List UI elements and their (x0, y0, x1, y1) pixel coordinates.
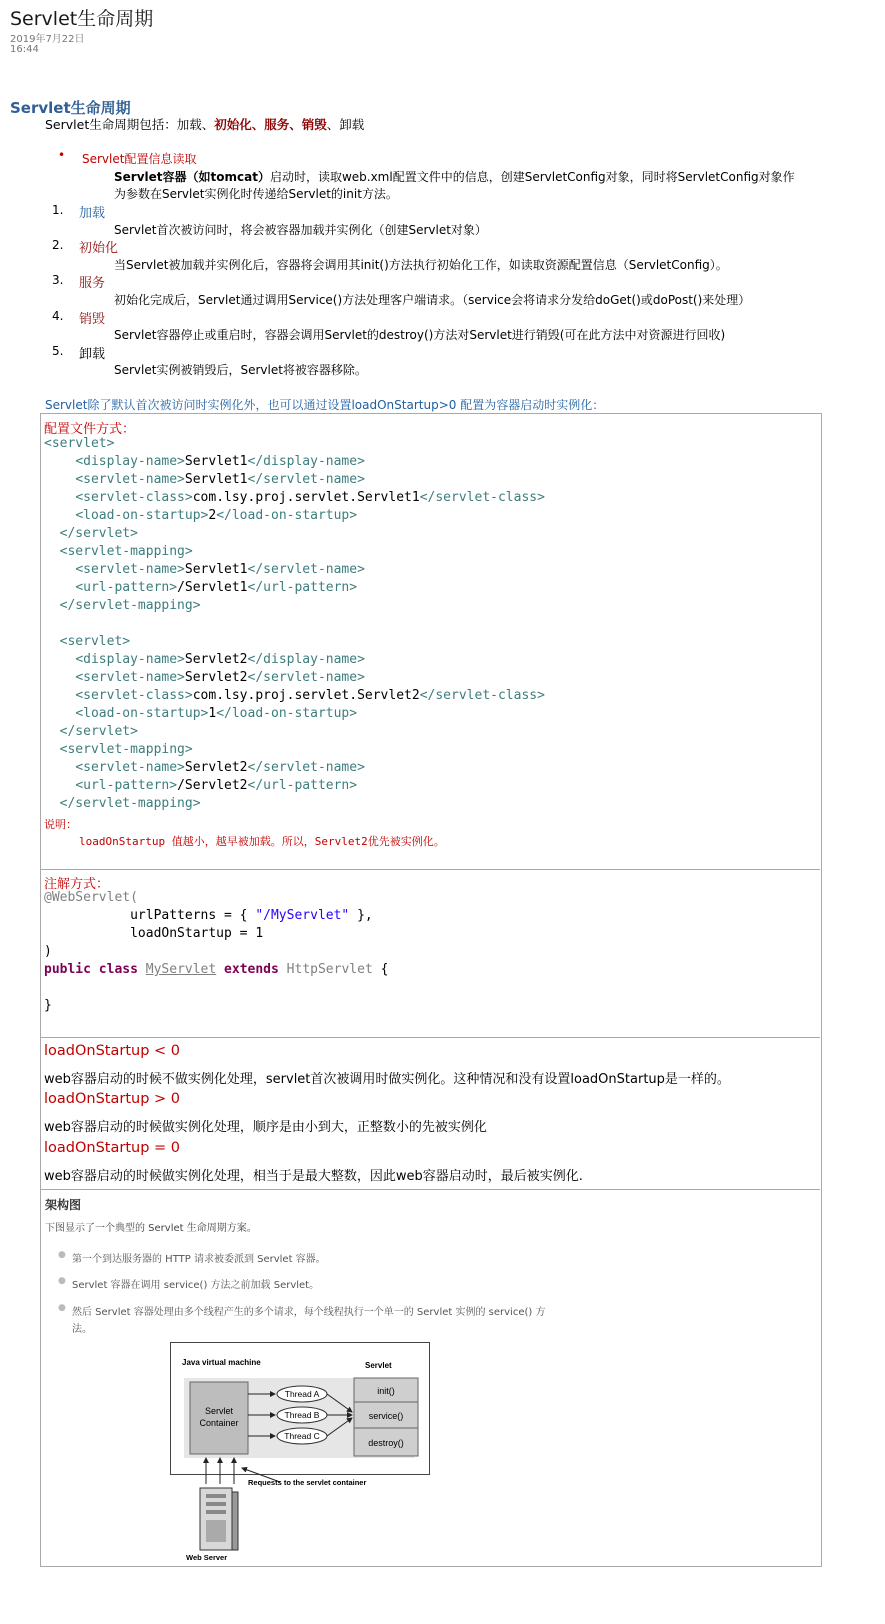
step-num: 4. (52, 309, 64, 323)
arch-intro: 下图显示了一个典型的 Servlet 生命周期方案。 (45, 1223, 257, 1234)
container-label-2: Container (199, 1418, 239, 1428)
kw-class: class (98, 962, 138, 977)
thread-b-label: Thread B (284, 1410, 320, 1420)
step-num: 2. (52, 238, 64, 252)
value-desc: web容器启动的时候做实例化处理，相当于是最大整数，因此web容器启动时，最后被实例化. (44, 1169, 583, 1184)
thread-a-label: Thread A (284, 1389, 320, 1399)
step-label: 服务 (79, 276, 106, 291)
intro-prefix: Servlet生命周期包括：加载、 (45, 117, 215, 132)
annotation-url-end: }, (349, 908, 373, 923)
config-bullet: Servlet配置信息读取 (82, 152, 197, 166)
value-label: loadOnStartup = 0 (44, 1140, 181, 1156)
xml-url-pattern: /Servlet2 (177, 778, 248, 793)
annotation-url-value: "/MyServlet" (255, 908, 350, 923)
annotation-close: ) (44, 944, 52, 959)
config-desc-line2: 为参数在Servlet实例化时传递给Servlet的init方法。 (114, 187, 398, 201)
kw-extends: extends (224, 962, 279, 977)
step-desc: Servlet首次被访问时，将会被容器加载并实例化（创建Servlet对象） (114, 223, 487, 237)
divider (40, 1189, 820, 1190)
method-service: service() (368, 1411, 404, 1421)
web-server-icon (200, 1488, 238, 1550)
xml-load-on-startup: 1 (208, 706, 217, 721)
arch-bullet: 然后 Servlet 容器处理由多个线程产生的多个请求，每个线程执行一个单一的 Servlet 实例的 service() 方 (72, 1307, 546, 1318)
step-desc: 当Servlet被加载并实例化后，容器将会调用其init()方法执行初始化工作，如读取资源配置信息（ServletConfig）。 (114, 258, 728, 272)
arch-bullet: Servlet 容器在调用 service() 方法之前加载 Servlet。 (72, 1280, 320, 1291)
step-num: 3. (52, 273, 64, 287)
xml-servlet-class: com.lsy.proj.servlet.Servlet2 (192, 688, 420, 703)
step-label: 加载 (79, 206, 106, 221)
xml-display-name: Servlet2 (184, 652, 248, 667)
xml-servlet-name: Servlet2 (184, 670, 248, 685)
step-num: 1. (52, 203, 64, 217)
arch-bullet: 第一个到达服务器的 HTTP 请求被委派到 Servlet 容器。 (72, 1254, 326, 1265)
value-label: loadOnStartup < 0 (44, 1043, 181, 1059)
step-label: 销毁 (79, 312, 106, 327)
bullet-dot: • (58, 148, 66, 162)
container-label-1: Servlet (204, 1406, 234, 1416)
method-init: init() (377, 1386, 395, 1396)
method-destroy: destroy() (368, 1438, 404, 1448)
thread-c-label: Thread C (284, 1431, 320, 1441)
value-desc: web容器启动的时候不做实例化处理，servlet首次被调用时做实例化。这种情况和没有设置loadOnStartup是一样的。 (44, 1072, 730, 1087)
xml-servlet-name: Servlet1 (184, 562, 248, 577)
intro-bold: 初始化、服务、销毁 (214, 117, 327, 132)
config-heading: 配置文件方式： (44, 422, 136, 437)
page-date: 2019年7月22日 (10, 34, 85, 45)
config-desc-bold: Servlet容器（如tomcat） (114, 170, 270, 184)
divider (40, 1037, 820, 1038)
parent-class: HttpServlet (286, 962, 373, 977)
web-server-label: Web Server (186, 1553, 228, 1562)
xml-display-name: Servlet1 (184, 454, 248, 469)
xml-url-pattern: /Servlet1 (177, 580, 248, 595)
jvm-label: Java virtual machine (182, 1358, 261, 1367)
annotation-name: @WebServlet( (44, 890, 138, 905)
page-time: 16:44 (10, 44, 39, 55)
annotation-url-key: urlPatterns = { (130, 908, 256, 923)
annotation-heading: 注解方式： (44, 877, 110, 892)
step-desc: Servlet实例被销毁后，Servlet将被容器移除。 (114, 363, 367, 377)
divider (40, 869, 820, 870)
intro-suffix: 、卸载 (326, 117, 365, 132)
architecture-diagram (170, 1342, 432, 1564)
step-desc: 初始化完成后，Servlet通过调用Service()方法处理客户端请求。（service会将请求分发给doGet()或doPost()来处理） (114, 293, 751, 307)
config-desc-line1 (114, 168, 795, 185)
config-desc-text: 启动时，读取web.xml配置文件中的信息，创建ServletConfig对象，同时将ServletConfig对象作 (269, 170, 795, 184)
section-heading: Servlet生命周期 (10, 99, 131, 117)
bullet-dot: ● (58, 1250, 66, 1260)
intro-line (45, 115, 364, 133)
value-desc: web容器启动的时候做实例化处理，顺序是由小到大，正整数小的先被实例化 (44, 1120, 487, 1135)
kw-public: public (44, 962, 91, 977)
requests-label: Requests to the servlet container (248, 1478, 367, 1487)
xml-load-on-startup: 2 (208, 508, 217, 523)
bullet-dot: ● (58, 1303, 66, 1313)
xml-code-block: <servlet> <display-name>Servlet1</display-name> <servlet-name>Servlet1</servlet-name> <servlet-class>com.lsy.proj.servlet.Servlet1</servlet-class> <load-on-startup>2</load-on-startup> </servlet> <servlet-mapping> <servlet-name>Servlet1</servlet-name> <url-pattern>/Servlet1</url-pattern> </servlet-mapping> <servlet> <display-name>Servlet2</display-name> <servlet-name>Servlet2</servlet-name> <servlet-class>com.lsy.proj.servlet.Servlet2</servlet-class> <load-on-startup>1</load-on-startup> </servlet> <servlet-mapping> <servlet-name>Servlet2</servlet-name> <url-pattern>/Servlet2</url-pattern> </servlet-mapping> (44, 436, 545, 811)
step-num: 5. (52, 344, 64, 358)
class-name: MyServlet (145, 962, 217, 977)
arch-heading: 架构图 (45, 1198, 82, 1212)
step-desc: Servlet容器停止或重启时，容器会调用Servlet的destroy()方法对Servlet进行销毁(可在此方法中对资源进行回收) (114, 328, 726, 342)
close-brace: } (44, 998, 52, 1013)
page-title: Servlet生命周期 (10, 8, 154, 30)
note-heading: 说明： (44, 818, 77, 831)
step-label: 初始化 (79, 241, 119, 256)
note-text: loadOnStartup 值越小，越早被加载。所以，Servlet2优先被实例化。 (79, 835, 445, 848)
xml-servlet-class: com.lsy.proj.servlet.Servlet1 (192, 490, 420, 505)
xml-servlet-name: Servlet1 (184, 472, 248, 487)
annotation-load-line: loadOnStartup = 1 (130, 926, 264, 941)
open-brace: { (380, 962, 389, 977)
arch-bullet-cont: 法。 (72, 1324, 92, 1335)
value-label: loadOnStartup > 0 (44, 1091, 181, 1107)
servlet-label: Servlet (365, 1361, 392, 1370)
load-note: Servlet除了默认首次被访问时实例化外，也可以通过设置loadOnStartup>0 配置为容器启动时实例化： (45, 398, 605, 412)
xml-servlet-name: Servlet2 (184, 760, 248, 775)
annotation-code-block (44, 889, 388, 1015)
step-label: 卸载 (79, 347, 106, 362)
bullet-dot: ● (58, 1276, 66, 1286)
